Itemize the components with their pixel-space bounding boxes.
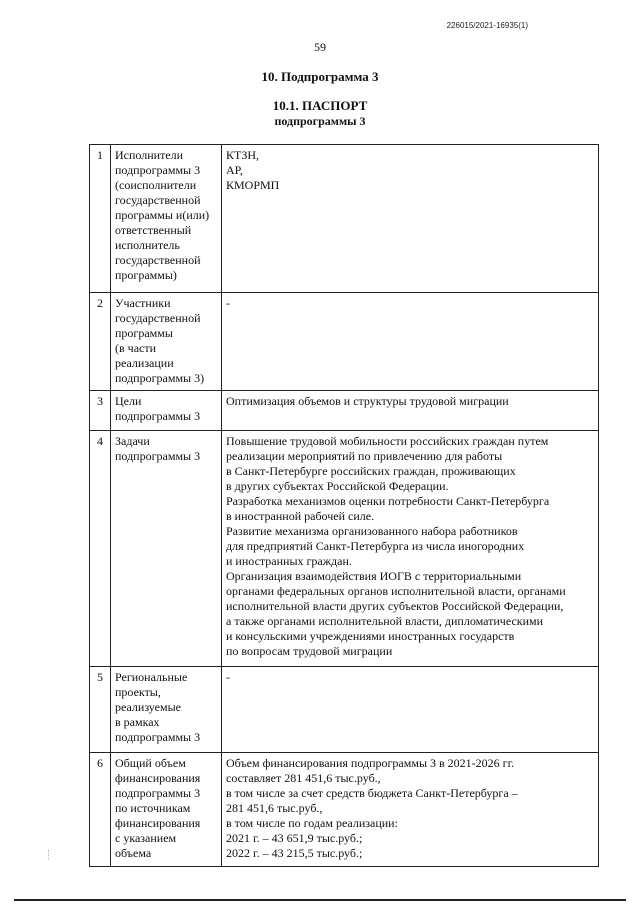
row-number: 5 — [90, 667, 111, 753]
content-line: 2021 г. – 43 651,9 тыс.руб.; — [226, 831, 363, 845]
label-line: программы и(или) — [115, 208, 210, 222]
label-line: Региональные — [115, 670, 188, 684]
label-line: программы — [115, 326, 173, 340]
passport-table — [89, 144, 599, 867]
content-line: Объем финансирования подпрограммы 3 в 2021-2026 гг. — [226, 756, 515, 770]
label-line: исполнитель — [115, 238, 180, 252]
label-line: государственной — [115, 193, 201, 207]
content-line: Развитие механизма организованного набора работников — [226, 524, 518, 538]
row-label — [111, 391, 222, 431]
table-row — [90, 293, 599, 391]
passport-title: 10.1. ПАСПОРТ — [272, 98, 368, 113]
content-line: КМОРМП — [226, 178, 280, 192]
table-row — [90, 391, 599, 431]
label-line: реализации — [115, 356, 174, 370]
table-row — [90, 753, 599, 867]
label-line: финансирования — [115, 816, 201, 830]
row-number: 3 — [90, 391, 111, 431]
content-line: Повышение трудовой мобильности российских граждан путем — [226, 434, 549, 448]
label-line: Общий объем — [115, 756, 186, 770]
row-number: 6 — [90, 753, 111, 867]
label-line: с указанием — [115, 831, 177, 845]
label-line: (соисполнители — [115, 178, 197, 192]
row-content — [222, 391, 599, 431]
table-row — [90, 145, 599, 293]
document-id: 226015/2021-16935(1) — [446, 21, 528, 30]
content-line: и иностранных граждан. — [226, 554, 352, 568]
page-number: 59 — [314, 40, 326, 54]
content-line: составляет 281 451,6 тыс.руб., — [226, 771, 381, 785]
content-line: - — [226, 670, 230, 684]
content-line: Разработка механизмов оценки потребности Санкт-Петербурга — [226, 494, 550, 508]
label-line: подпрограммы 3 — [115, 730, 201, 744]
label-line: подпрограммы 3 — [115, 449, 201, 463]
content-line: реализации мероприятий по привлечению для работы — [226, 449, 503, 463]
row-number: 1 — [90, 145, 111, 293]
label-line: государственной — [115, 311, 201, 325]
row-number: 2 — [90, 293, 111, 391]
content-line: Организация взаимодействия ИОГВ с территориальными — [226, 569, 522, 583]
row-content — [222, 293, 599, 391]
table-row — [90, 667, 599, 753]
label-line: Цели — [115, 394, 142, 408]
label-line: подпрограммы 3 — [115, 163, 201, 177]
label-line: реализуемые — [115, 700, 181, 714]
passport-table-body — [90, 145, 599, 867]
row-content — [222, 145, 599, 293]
content-line: и консульскими учреждениями иностранных государств — [226, 629, 515, 643]
label-line: государственной — [115, 253, 201, 267]
content-line: в том числе по годам реализации: — [226, 816, 398, 830]
row-label — [111, 753, 222, 867]
row-label — [111, 145, 222, 293]
label-line: по источникам — [115, 801, 191, 815]
row-label — [111, 431, 222, 667]
label-line: программы) — [115, 268, 177, 282]
content-line: органами федеральных органов исполнительной власти, органами — [226, 584, 566, 598]
label-line: Задачи — [115, 434, 150, 448]
label-line: Исполнители — [115, 148, 184, 162]
content-line: - — [226, 296, 230, 310]
content-line: Оптимизация объемов и структуры трудовой миграции — [226, 394, 509, 408]
content-line: КТЗН, — [226, 148, 260, 162]
content-line: 2022 г. – 43 215,5 тыс.руб.; — [226, 846, 363, 860]
passport-subtitle: подпрограммы 3 — [274, 114, 366, 128]
label-line: (в части — [115, 341, 157, 355]
content-line: АР, — [226, 163, 243, 177]
table-row — [90, 431, 599, 667]
content-line: 281 451,6 тыс.руб., — [226, 801, 323, 815]
row-label — [111, 667, 222, 753]
content-line: исполнительной власти других субъектов Российской Федерации, — [226, 599, 564, 613]
label-line: подпрограммы 3 — [115, 409, 201, 423]
content-line: в иностранной рабочей силе. — [226, 509, 375, 523]
label-line: ответственный — [115, 223, 192, 237]
row-number: 4 — [90, 431, 111, 667]
label-line: Участники — [115, 296, 171, 310]
row-label — [111, 293, 222, 391]
label-line: в рамках — [115, 715, 160, 729]
content-line: в Санкт-Петербурге российских граждан, проживающих — [226, 464, 516, 478]
content-line: для предприятий Санкт-Петербурга из числа иногородних — [226, 539, 525, 553]
section-title: 10. Подпрограмма 3 — [261, 69, 379, 84]
content-line: в том числе за счет средств бюджета Санкт-Петербурга – — [226, 786, 518, 800]
label-line: объема — [115, 846, 152, 860]
row-content — [222, 431, 599, 667]
label-line: проекты, — [115, 685, 161, 699]
label-line: подпрограммы 3) — [115, 371, 205, 385]
row-content — [222, 753, 599, 867]
scan-margin-mark — [48, 850, 50, 860]
label-line: подпрограммы 3 — [115, 786, 201, 800]
content-line: по вопросам трудовой миграции — [226, 644, 393, 658]
content-line: а также органами исполнительной власти, дипломатическими — [226, 614, 544, 628]
content-line: в других субъектах Российской Федерации. — [226, 479, 449, 493]
row-content — [222, 667, 599, 753]
label-line: финансирования — [115, 771, 201, 785]
page-bottom-rule — [14, 899, 626, 901]
